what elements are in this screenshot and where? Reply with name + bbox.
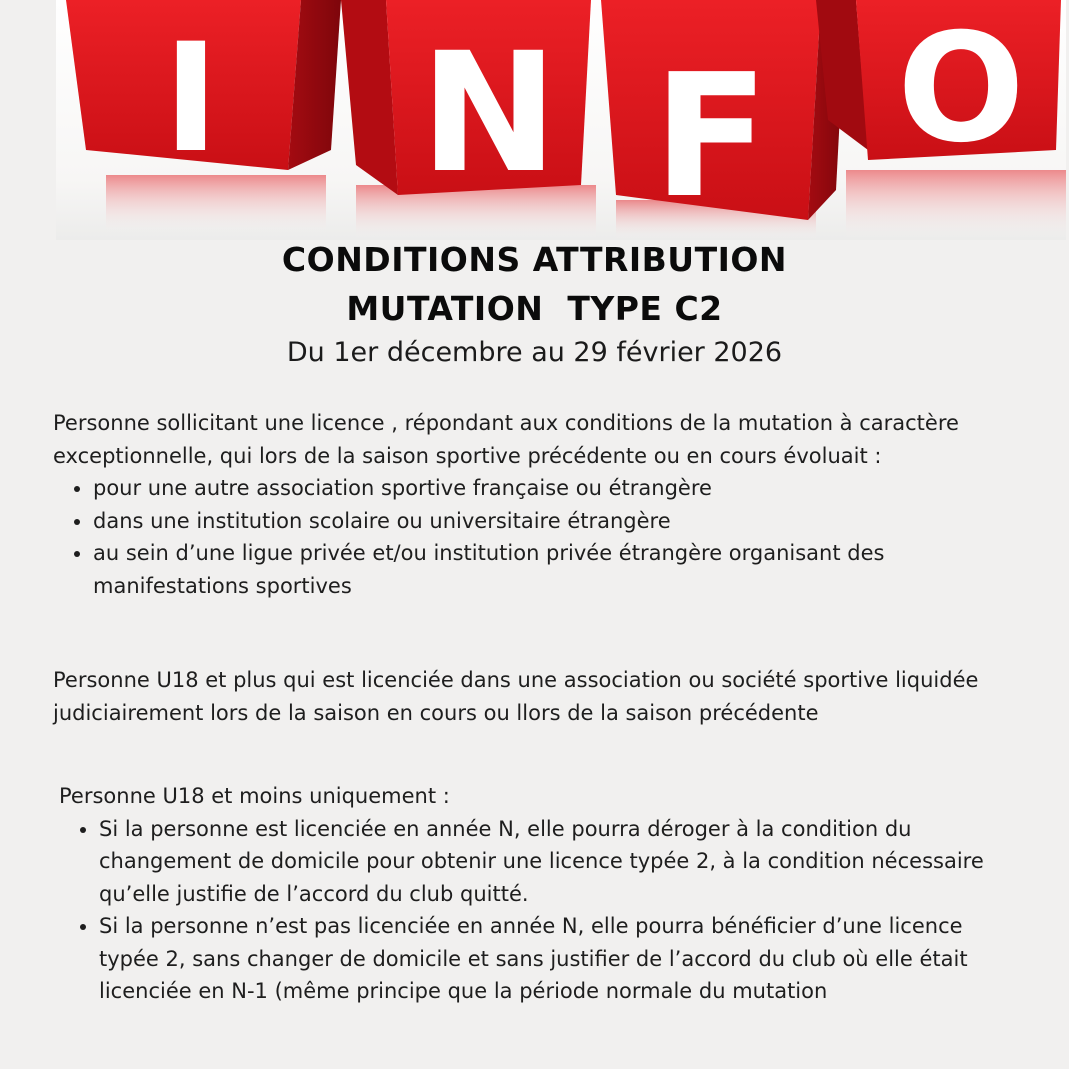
title-line-2: MUTATION TYPE C2 [346,289,723,328]
period-subtitle: Du 1er décembre au 29 février 2026 [286,337,783,368]
list-item: • pour une autre association sportive française ou étrangère [93,472,1023,505]
list-item: • dans une institution scolaire ou universitaire étrangère [93,505,1023,538]
section-u18-and-under [59,780,1019,1008]
title-line-1: CONDITIONS ATTRIBUTION [281,240,788,279]
section-1-intro: Personne sollicitant une licence , répondant aux conditions de la mutation à caractère exceptionnelle, qui lors de la saison sportive précédente ou en cours évoluait : [53,411,959,468]
info-cubes-image [56,0,1066,240]
list-item: • au sein d’une ligue privée et/ou institution privée étrangère organisant des manifestations sportives [93,537,1023,602]
section-liquidated-club [53,664,1023,729]
cube-letter-f: F [652,38,770,236]
cube-letter-o: O [897,2,1025,176]
cube-i [66,0,341,186]
list-item: • Si la personne n’est pas licenciée en année N, elle pourra bénéficier d’une licence typée 2, sans changer de domicile et sans justifier de l’accord du club où elle était licenciée en N-1 (même principe que la période normale du mutation [99,910,1019,1008]
section-3-intro: Personne U18 et moins uniquement : [59,784,450,808]
section-2-text: Personne U18 et plus qui est licenciée dans une association ou société sportive liquidée judiciairement lors de la saison en cours ou llors de la saison précédente [53,668,979,725]
cube-o [816,0,1061,176]
section-exceptional-mutation [53,407,1023,602]
cube-n [341,0,591,209]
section-1-list [53,472,1023,602]
section-3-list [59,813,1019,1008]
info-banner [56,0,1066,240]
cube-letter-n: N [419,17,559,209]
cube-letter-i: I [163,12,219,186]
list-item: • Si la personne est licenciée en année N, elle pourra déroger à la condition du changement de domicile pour obtenir une licence typée 2, à la condition nécessaire qu’elle justifie de l’accord du club quitté. [99,813,1019,911]
